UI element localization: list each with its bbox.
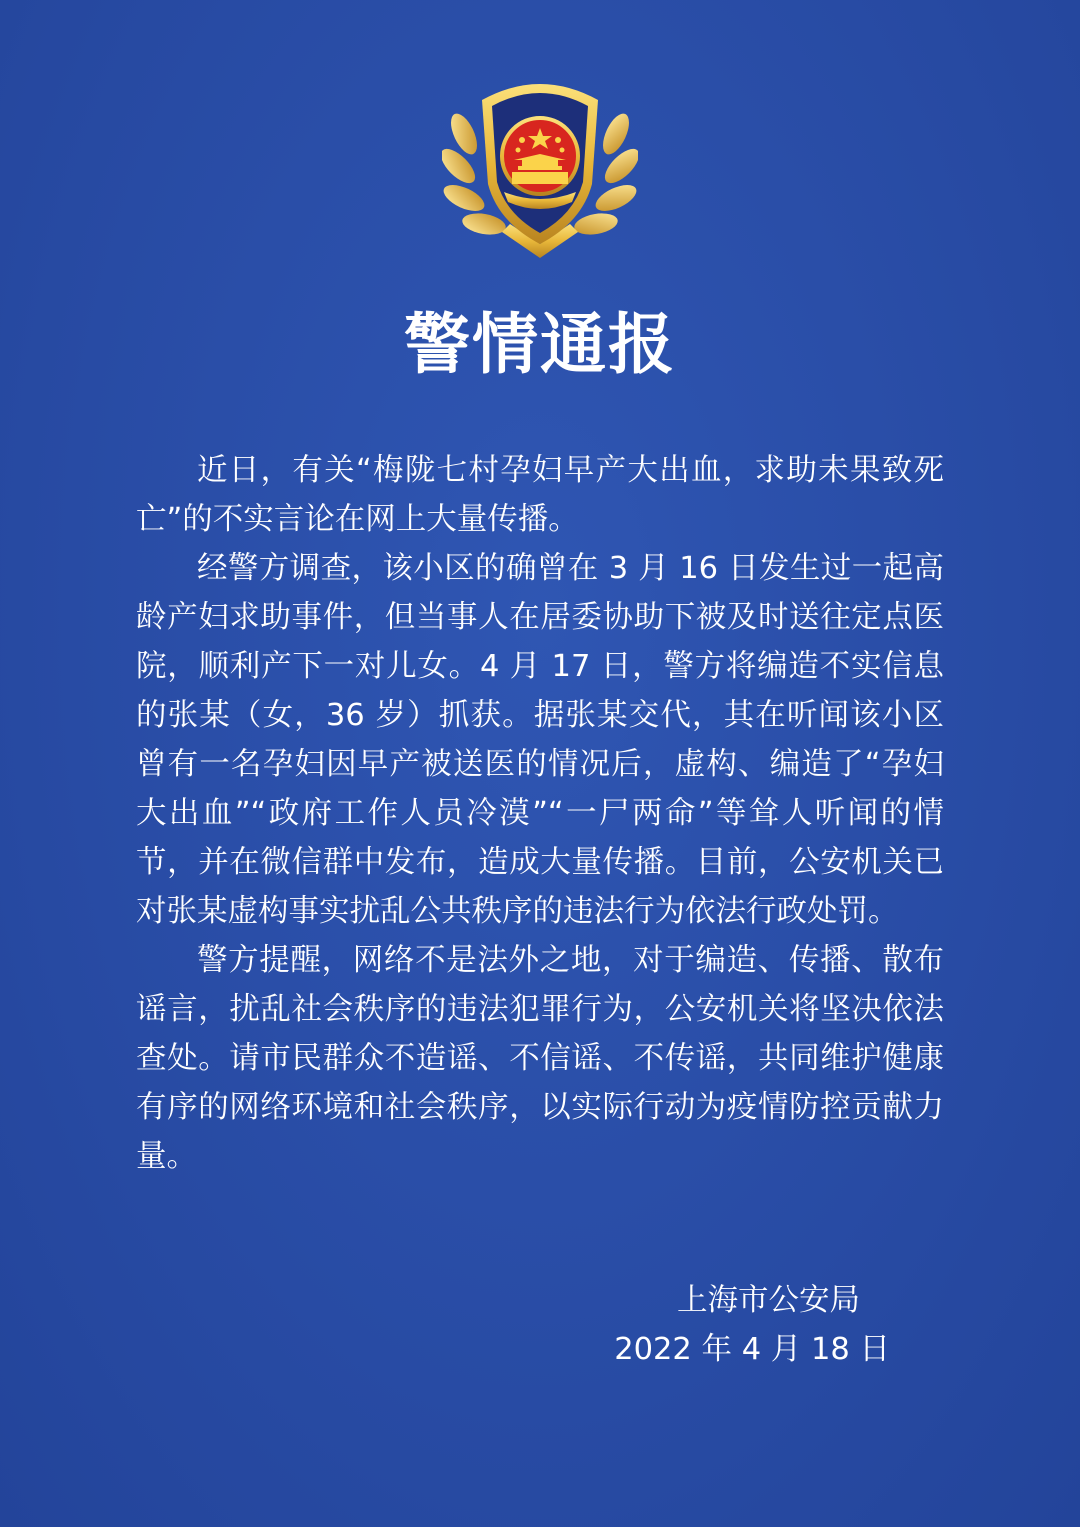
issuing-organization: 上海市公安局 (677, 1283, 860, 1318)
paragraph-2: 经警方调查，该小区的确曾在 3 月 16 日发生过一起高龄产妇求助事件，但当事人在居委协助下被及时送往定点医院，顺利产下一对儿女。4 月 17 日，警方将编造不实信息的张某（女，36 岁）抓获。据张某交代，其在听闻该小区曾有一名孕妇因早产被送医的情况后，虚构、编造了“孕妇大出血”“政府工作人员冷漠”“一尸两命”等耸人听闻的情节，并在微信群中发布，造成大量传播。目前，公安机关已对张某虚构事实扰乱公共秩序的违法行为依法行政处罚。 (136, 551, 944, 929)
issue-date: 2022 年 4 月 18 日 (614, 1332, 890, 1367)
page-title: 警情通报 (404, 306, 676, 383)
police-emblem-icon (442, 74, 638, 260)
paragraph-3: 警方提醒，网络不是法外之地，对于编造、传播、散布谣言，扰乱社会秩序的违法犯罪行为，公安机关将坚决依法查处。请市民群众不造谣、不信谣、不传谣，共同维护健康有序的网络环境和社会秩序，以实际行动为疫情防控贡献力量。 (136, 943, 944, 1174)
paragraph-1: 近日，有关“梅陇七村孕妇早产大出血，求助未果致死亡”的不实言论在网上大量传播。 (136, 453, 944, 537)
announcement-body (136, 446, 944, 1181)
signature-block (600, 1276, 930, 1374)
